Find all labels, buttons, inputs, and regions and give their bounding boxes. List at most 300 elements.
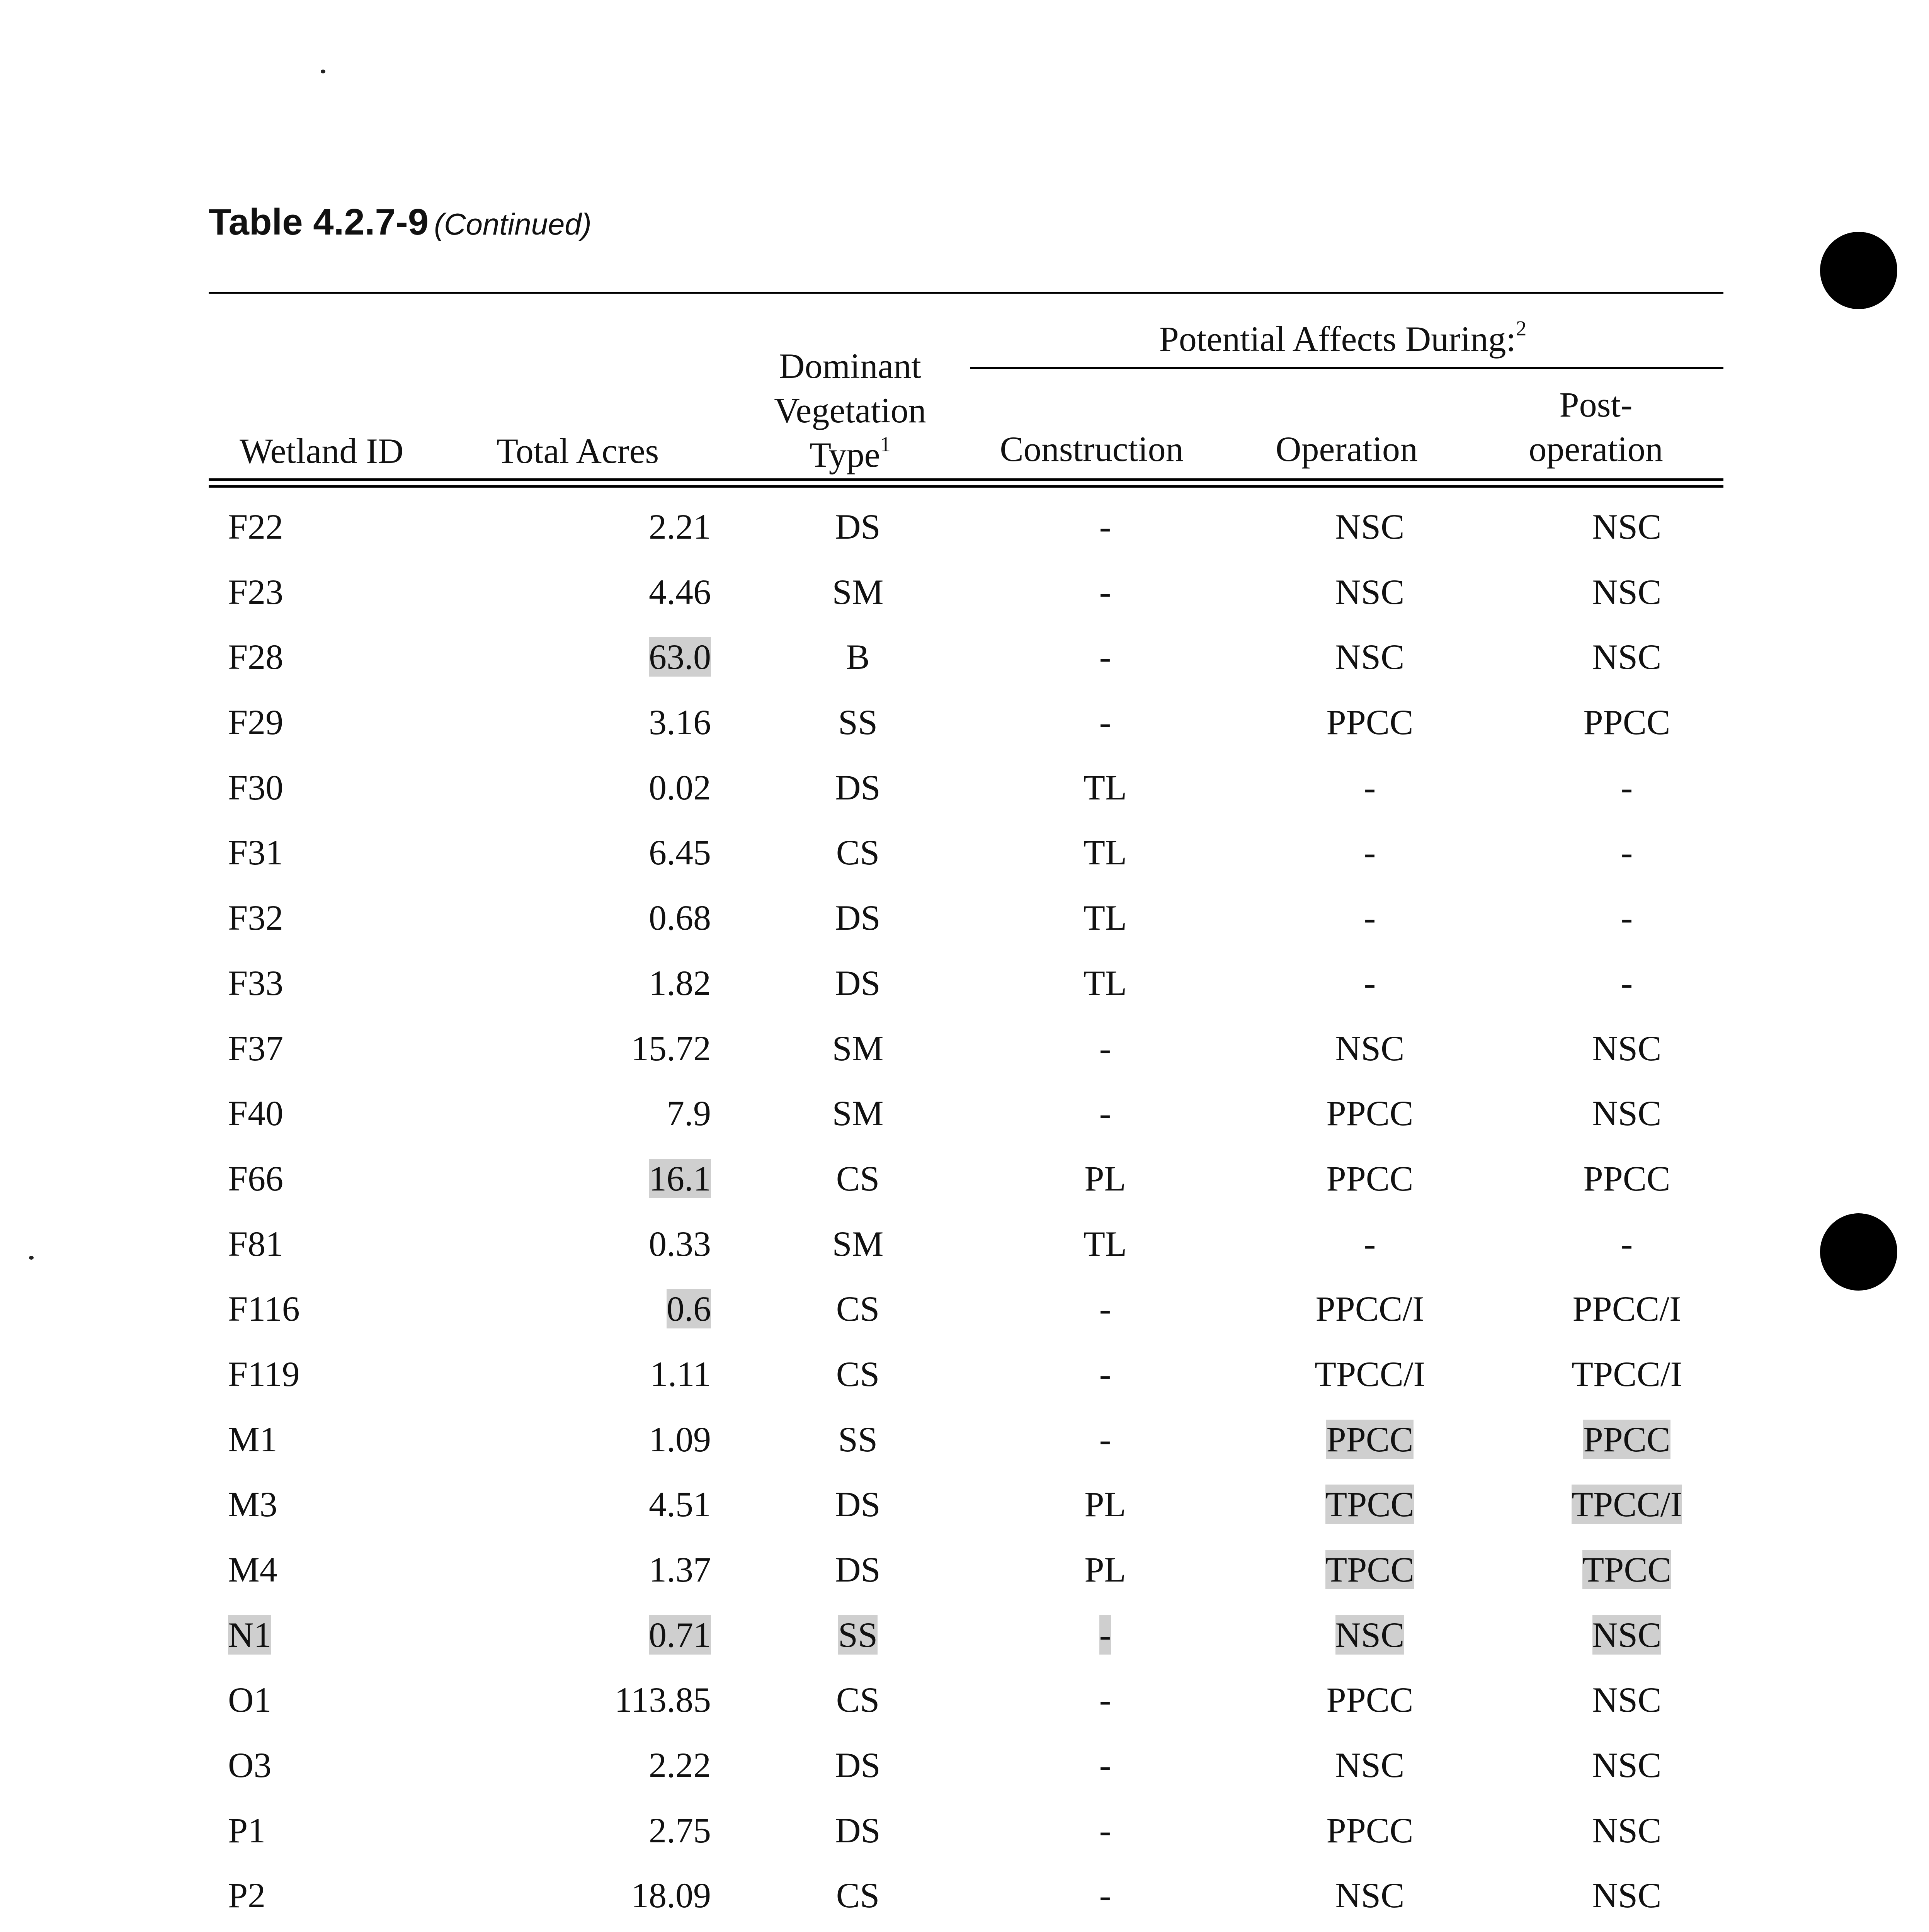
operation-affect-cell-text: - (1364, 1224, 1376, 1264)
header-veg-footnote: 1 (880, 432, 891, 456)
operation-affect-cell-text: PPCC (1326, 1094, 1414, 1133)
vegetation-type-cell (800, 954, 916, 1012)
operation-affect-cell-text: TPCC/I (1314, 1354, 1425, 1394)
construction-affect-cell (1009, 1866, 1202, 1924)
post-operation-affect-cell-text: - (1621, 833, 1633, 872)
wetland-id-cell (228, 498, 283, 556)
post-operation-affect-cell-text: NSC (1592, 1028, 1662, 1068)
total-acres-cell-text: 0.33 (649, 1224, 711, 1264)
construction-affect-cell-text: - (1099, 1028, 1111, 1068)
post-operation-affect-cell (1511, 823, 1743, 881)
table-row (209, 1475, 1723, 1541)
table-row (209, 1345, 1723, 1410)
vegetation-type-cell-text: CS (836, 1158, 880, 1198)
total-acres-cell (498, 759, 711, 816)
post-operation-affect-cell (1511, 1801, 1743, 1859)
vegetation-type-cell (800, 1280, 916, 1338)
wetland-id-cell-text: F32 (228, 898, 284, 938)
header-double-rule-bottom (209, 485, 1723, 488)
table-continued-note: (Continued) (434, 207, 592, 241)
post-operation-affect-cell-text: - (1621, 1224, 1633, 1264)
operation-affect-cell (1260, 1215, 1480, 1273)
table-row (209, 1084, 1723, 1150)
operation-affect-cell (1260, 1280, 1480, 1338)
construction-affect-cell-text: - (1099, 1419, 1111, 1459)
construction-affect-cell-text: - (1099, 1094, 1111, 1133)
post-operation-affect-cell (1511, 1280, 1743, 1338)
post-operation-affect-cell-text: NSC (1592, 637, 1662, 677)
wetland-id-cell (228, 823, 283, 881)
table-row (209, 1866, 1723, 1932)
post-operation-affect-cell (1511, 1410, 1743, 1468)
post-operation-affect-cell-text: NSC (1592, 1094, 1662, 1133)
scan-speck (29, 1256, 34, 1260)
post-operation-affect-cell (1511, 759, 1743, 816)
post-operation-affect-cell (1511, 1736, 1743, 1794)
vegetation-type-cell (800, 1671, 916, 1729)
operation-affect-cell (1260, 759, 1480, 816)
wetland-id-cell (228, 1150, 283, 1208)
header-veg-line2: Vegetation (774, 391, 926, 430)
post-operation-affect-cell (1511, 954, 1743, 1012)
header-potential-affects (1121, 317, 1565, 361)
construction-affect-cell-text: - (1099, 1876, 1111, 1915)
operation-affect-cell (1260, 498, 1480, 556)
wetland-id-cell-text: F30 (228, 767, 284, 807)
operation-affect-cell-text: NSC (1335, 1876, 1405, 1915)
construction-affect-cell-text: - (1099, 1289, 1111, 1329)
total-acres-cell-text: 1.11 (650, 1354, 711, 1394)
total-acres-cell-text: 0.71 (649, 1615, 711, 1655)
total-acres-cell-text: 1.37 (649, 1550, 711, 1589)
post-operation-affect-cell-text: NSC (1592, 507, 1662, 546)
total-acres-cell (498, 628, 711, 686)
vegetation-type-cell (800, 563, 916, 621)
vegetation-type-cell (800, 1801, 916, 1859)
wetland-id-cell (228, 628, 283, 686)
operation-affect-cell-text: NSC (1335, 572, 1405, 612)
header-double-rule-top (209, 478, 1723, 481)
operation-affect-cell (1260, 628, 1480, 686)
header-total-acres: Total Acres (497, 431, 659, 471)
construction-affect-cell-text: - (1099, 637, 1111, 677)
wetland-id-cell (228, 889, 283, 947)
vegetation-type-cell (800, 1345, 916, 1403)
vegetation-type-cell (800, 1866, 916, 1924)
operation-affect-cell-text: NSC (1335, 1028, 1405, 1068)
table-row (209, 498, 1723, 563)
construction-affect-cell (1009, 1345, 1202, 1403)
operation-affect-cell-text: PPCC (1326, 1158, 1414, 1198)
vegetation-type-cell-text: CS (836, 1876, 880, 1915)
operation-affect-cell-text: - (1364, 963, 1376, 1003)
wetland-id-cell-text: F31 (228, 833, 284, 872)
header-veg-line1: Dominant (779, 346, 921, 386)
total-acres-cell (498, 1280, 711, 1338)
total-acres-cell (498, 1345, 711, 1403)
wetland-id-cell-text: F28 (228, 637, 284, 677)
table-row (209, 823, 1723, 889)
wetland-id-cell-text: F119 (228, 1354, 300, 1394)
wetland-id-cell-text: P1 (228, 1810, 266, 1850)
post-operation-affect-cell (1511, 1866, 1743, 1924)
affects-group-rule (970, 367, 1723, 369)
total-acres-cell (498, 563, 711, 621)
total-acres-cell-text: 3.16 (649, 702, 711, 742)
total-acres-cell (498, 1150, 711, 1208)
total-acres-cell-text: 4.51 (649, 1485, 711, 1524)
total-acres-cell-text: 2.21 (649, 507, 711, 546)
vegetation-type-cell-text: DS (835, 1550, 881, 1589)
total-acres-cell (498, 1019, 711, 1077)
post-operation-affect-cell (1511, 1475, 1743, 1533)
table-row (209, 563, 1723, 628)
operation-affect-cell-text: NSC (1335, 507, 1405, 546)
construction-affect-cell-text: - (1099, 507, 1111, 546)
table-row (209, 1801, 1723, 1867)
post-operation-affect-cell (1511, 498, 1743, 556)
construction-affect-cell-text: TL (1083, 898, 1127, 938)
wetland-id-cell-text: F66 (228, 1158, 284, 1198)
vegetation-type-cell (800, 1215, 916, 1273)
table-top-rule (209, 292, 1723, 294)
post-operation-affect-cell-text: NSC (1592, 1615, 1662, 1655)
operation-affect-cell (1260, 1866, 1480, 1924)
table-row (209, 693, 1723, 759)
table-row (209, 1410, 1723, 1476)
post-operation-affect-cell-text: PPCC (1583, 1158, 1670, 1198)
header-wetland-id: Wetland ID (240, 431, 404, 471)
post-operation-affect-cell (1511, 1019, 1743, 1077)
total-acres-cell-text: 0.6 (667, 1289, 711, 1329)
total-acres-cell (498, 1671, 711, 1729)
construction-affect-cell (1009, 1541, 1202, 1599)
construction-affect-cell (1009, 693, 1202, 751)
construction-affect-cell (1009, 889, 1202, 947)
construction-affect-cell (1009, 1410, 1202, 1468)
total-acres-cell (498, 1084, 711, 1142)
total-acres-cell-text: 0.68 (649, 898, 711, 938)
operation-affect-cell-text: - (1364, 833, 1376, 872)
total-acres-cell-text: 2.22 (649, 1745, 711, 1785)
table-row (209, 1736, 1723, 1801)
post-operation-affect-cell-text: NSC (1592, 1680, 1662, 1720)
vegetation-type-cell-text: B (846, 637, 870, 677)
wetland-id-cell-text: F37 (228, 1028, 284, 1068)
vegetation-type-cell-text: SM (832, 1028, 884, 1068)
vegetation-type-cell-text: DS (835, 507, 881, 546)
post-operation-affect-cell-text: - (1621, 767, 1633, 807)
operation-affect-cell (1260, 889, 1480, 947)
post-operation-affect-cell (1511, 563, 1743, 621)
scan-speck (321, 70, 325, 73)
post-operation-affect-cell (1511, 889, 1743, 947)
total-acres-cell-text: 0.02 (649, 767, 711, 807)
wetland-id-cell (228, 954, 283, 1012)
post-operation-affect-cell-text: NSC (1592, 1810, 1662, 1850)
operation-affect-cell-text: PPCC/I (1315, 1289, 1424, 1329)
wetland-id-cell-text: F81 (228, 1224, 284, 1264)
construction-affect-cell-text: TL (1083, 1224, 1127, 1264)
construction-affect-cell (1009, 1280, 1202, 1338)
construction-affect-cell-text: - (1099, 702, 1111, 742)
operation-affect-cell-text: PPCC (1326, 1810, 1414, 1850)
post-operation-affect-cell-text: PPCC (1583, 702, 1670, 742)
vegetation-type-cell-text: DS (835, 898, 881, 938)
post-operation-affect-cell (1511, 1541, 1743, 1599)
wetland-id-cell-text: M4 (228, 1550, 277, 1589)
construction-affect-cell (1009, 1150, 1202, 1208)
total-acres-cell-text: 18.09 (631, 1876, 711, 1915)
total-acres-cell (498, 1736, 711, 1794)
post-operation-affect-cell-text: - (1621, 898, 1633, 938)
operation-affect-cell (1260, 1410, 1480, 1468)
total-acres-cell (498, 1215, 711, 1273)
header-post-line1: Post- (1559, 385, 1633, 424)
operation-affect-cell (1260, 1084, 1480, 1142)
table-row (209, 1541, 1723, 1606)
hole-punch (1820, 232, 1897, 309)
table-row (209, 889, 1723, 954)
construction-affect-cell-text: PL (1084, 1550, 1126, 1589)
construction-affect-cell-text: TL (1083, 833, 1127, 872)
table-row (209, 1215, 1723, 1280)
wetland-id-cell-text: M3 (228, 1485, 277, 1524)
total-acres-cell-text: 7.9 (667, 1094, 711, 1133)
vegetation-type-cell (800, 1475, 916, 1533)
construction-affect-cell-text: - (1099, 1745, 1111, 1785)
total-acres-cell (498, 1475, 711, 1533)
vegetation-type-cell (800, 889, 916, 947)
table-row (209, 759, 1723, 824)
vegetation-type-cell-text: CS (836, 833, 880, 872)
operation-affect-cell-text: PPCC (1326, 1419, 1414, 1459)
vegetation-type-cell (800, 1736, 916, 1794)
header-operation: Operation (1276, 429, 1418, 469)
construction-affect-cell-text: TL (1083, 767, 1127, 807)
construction-affect-cell-text: - (1099, 1354, 1111, 1394)
wetland-id-cell (228, 1736, 271, 1794)
total-acres-cell (498, 954, 711, 1012)
vegetation-type-cell-text: SM (832, 1094, 884, 1133)
wetland-id-cell-text: F22 (228, 507, 284, 546)
operation-affect-cell-text: - (1364, 767, 1376, 807)
wetland-id-cell (228, 1410, 277, 1468)
table-row (209, 628, 1723, 693)
vegetation-type-cell-text: DS (835, 767, 881, 807)
wetland-id-cell-text: F29 (228, 702, 284, 742)
construction-affect-cell-text: - (1099, 572, 1111, 612)
construction-affect-cell (1009, 1801, 1202, 1859)
total-acres-cell (498, 823, 711, 881)
wetland-id-cell (228, 1541, 277, 1599)
total-acres-cell-text: 1.09 (649, 1419, 711, 1459)
total-acres-cell-text: 63.0 (649, 637, 711, 677)
construction-affect-cell (1009, 1736, 1202, 1794)
vegetation-type-cell-text: CS (836, 1354, 880, 1394)
header-veg-line3: Type (809, 435, 880, 474)
operation-affect-cell-text: TPCC (1325, 1550, 1415, 1589)
vegetation-type-cell (800, 498, 916, 556)
operation-affect-cell-text: NSC (1335, 637, 1405, 677)
total-acres-cell (498, 1606, 711, 1664)
construction-affect-cell-text: PL (1084, 1158, 1126, 1198)
table-row (209, 954, 1723, 1019)
vegetation-type-cell-text: CS (836, 1680, 880, 1720)
construction-affect-cell-text: PL (1084, 1485, 1126, 1524)
post-operation-affect-cell (1511, 1345, 1743, 1403)
table-row (209, 1280, 1723, 1345)
operation-affect-cell (1260, 823, 1480, 881)
wetland-id-cell-text: O1 (228, 1680, 272, 1720)
wetland-id-cell-text: N1 (228, 1615, 272, 1655)
operation-affect-cell (1260, 1475, 1480, 1533)
post-operation-affect-cell (1511, 693, 1743, 751)
operation-affect-cell-text: TPCC (1325, 1485, 1415, 1524)
operation-affect-cell (1260, 1736, 1480, 1794)
post-operation-affect-cell-text: NSC (1592, 1876, 1662, 1915)
wetland-id-cell-text: M1 (228, 1419, 277, 1459)
operation-affect-cell (1260, 1019, 1480, 1077)
post-operation-affect-cell-text: NSC (1592, 1745, 1662, 1785)
post-operation-affect-cell-text: NSC (1592, 572, 1662, 612)
vegetation-type-cell-text: DS (835, 1810, 881, 1850)
construction-affect-cell-text: - (1099, 1810, 1111, 1850)
post-operation-affect-cell-text: TPCC/I (1571, 1354, 1682, 1394)
vegetation-type-cell-text: CS (836, 1289, 880, 1329)
hole-punch (1820, 1213, 1897, 1291)
construction-affect-cell (1009, 1019, 1202, 1077)
total-acres-cell-text: 16.1 (649, 1158, 711, 1198)
total-acres-cell (498, 889, 711, 947)
construction-affect-cell-text: TL (1083, 963, 1127, 1003)
operation-affect-cell (1260, 693, 1480, 751)
vegetation-type-cell-text: SM (832, 1224, 884, 1264)
wetland-id-cell-text: F23 (228, 572, 284, 612)
total-acres-cell (498, 1541, 711, 1599)
wetland-id-cell-text: F33 (228, 963, 284, 1003)
total-acres-cell-text: 15.72 (631, 1028, 711, 1068)
header-affects-label: Potential Affects During: (1159, 319, 1516, 359)
wetland-id-cell (228, 1866, 265, 1924)
wetland-id-cell (228, 1019, 283, 1077)
post-operation-affect-cell (1511, 1671, 1743, 1729)
post-operation-affect-cell-text: TPCC/I (1571, 1485, 1682, 1524)
construction-affect-cell (1009, 759, 1202, 816)
operation-affect-cell (1260, 954, 1480, 1012)
operation-affect-cell (1260, 1671, 1480, 1729)
wetland-id-cell (228, 1671, 271, 1729)
vegetation-type-cell (800, 1410, 916, 1468)
construction-affect-cell (1009, 1215, 1202, 1273)
operation-affect-cell-text: PPCC (1326, 1680, 1414, 1720)
header-dominant-vegetation (734, 344, 966, 477)
wetland-id-cell (228, 1606, 271, 1664)
vegetation-type-cell-text: SS (838, 1615, 878, 1655)
wetland-id-cell (228, 1345, 300, 1403)
post-operation-affect-cell-text: - (1621, 963, 1633, 1003)
post-operation-affect-cell-text: PPCC (1583, 1419, 1670, 1459)
post-operation-affect-cell (1511, 1084, 1743, 1142)
vegetation-type-cell-text: DS (835, 1485, 881, 1524)
total-acres-cell-text: 2.75 (649, 1810, 711, 1850)
vegetation-type-cell (800, 1019, 916, 1077)
total-acres-cell (498, 1801, 711, 1859)
vegetation-type-cell (800, 1084, 916, 1142)
post-operation-affect-cell (1511, 1606, 1743, 1664)
wetland-id-cell (228, 563, 283, 621)
header-affects-footnote: 2 (1516, 316, 1527, 340)
vegetation-type-cell (800, 759, 916, 816)
wetland-id-cell (228, 1215, 283, 1273)
wetland-id-cell-text: F116 (228, 1289, 300, 1329)
total-acres-cell (498, 1410, 711, 1468)
post-operation-affect-cell (1511, 1215, 1743, 1273)
construction-affect-cell (1009, 1475, 1202, 1533)
construction-affect-cell-text: - (1099, 1615, 1111, 1655)
vegetation-type-cell (800, 628, 916, 686)
construction-affect-cell (1009, 1084, 1202, 1142)
post-operation-affect-cell-text: TPCC (1582, 1550, 1672, 1589)
operation-affect-cell-text: - (1364, 898, 1376, 938)
total-acres-cell (498, 693, 711, 751)
wetland-id-cell (228, 759, 283, 816)
operation-affect-cell (1260, 1541, 1480, 1599)
total-acres-cell-text: 1.82 (649, 963, 711, 1003)
vegetation-type-cell (800, 1606, 916, 1664)
construction-affect-cell-text: - (1099, 1680, 1111, 1720)
table-number: Table 4.2.7-9 (209, 201, 429, 243)
vegetation-type-cell-text: DS (835, 963, 881, 1003)
table-row (209, 1606, 1723, 1671)
wetland-id-cell (228, 1801, 265, 1859)
table-row (209, 1019, 1723, 1085)
construction-affect-cell (1009, 1671, 1202, 1729)
operation-affect-cell-text: NSC (1335, 1615, 1405, 1655)
operation-affect-cell (1260, 1345, 1480, 1403)
vegetation-type-cell (800, 693, 916, 751)
construction-affect-cell (1009, 628, 1202, 686)
wetland-id-cell (228, 693, 283, 751)
total-acres-cell (498, 1866, 711, 1924)
vegetation-type-cell-text: SM (832, 572, 884, 612)
header-post-line2: operation (1529, 429, 1663, 469)
vegetation-type-cell-text: SS (838, 702, 878, 742)
wetland-id-cell (228, 1280, 300, 1338)
wetland-id-cell (228, 1084, 283, 1142)
table-row (209, 1671, 1723, 1736)
operation-affect-cell (1260, 1606, 1480, 1664)
total-acres-cell-text: 4.46 (649, 572, 711, 612)
header-post-operation (1499, 383, 1693, 471)
vegetation-type-cell (800, 1541, 916, 1599)
operation-affect-cell (1260, 1801, 1480, 1859)
table-row (209, 1150, 1723, 1215)
total-acres-cell-text: 113.85 (614, 1680, 711, 1720)
wetland-id-cell-text: O3 (228, 1745, 272, 1785)
wetland-id-cell-text: F40 (228, 1094, 284, 1133)
operation-affect-cell-text: PPCC (1326, 702, 1414, 742)
construction-affect-cell (1009, 823, 1202, 881)
construction-affect-cell (1009, 563, 1202, 621)
vegetation-type-cell-text: DS (835, 1745, 881, 1785)
post-operation-affect-cell (1511, 1150, 1743, 1208)
header-construction: Construction (1000, 429, 1184, 469)
wetland-id-cell-text: P2 (228, 1876, 266, 1915)
construction-affect-cell (1009, 1606, 1202, 1664)
total-acres-cell (498, 498, 711, 556)
total-acres-cell-text: 6.45 (649, 833, 711, 872)
